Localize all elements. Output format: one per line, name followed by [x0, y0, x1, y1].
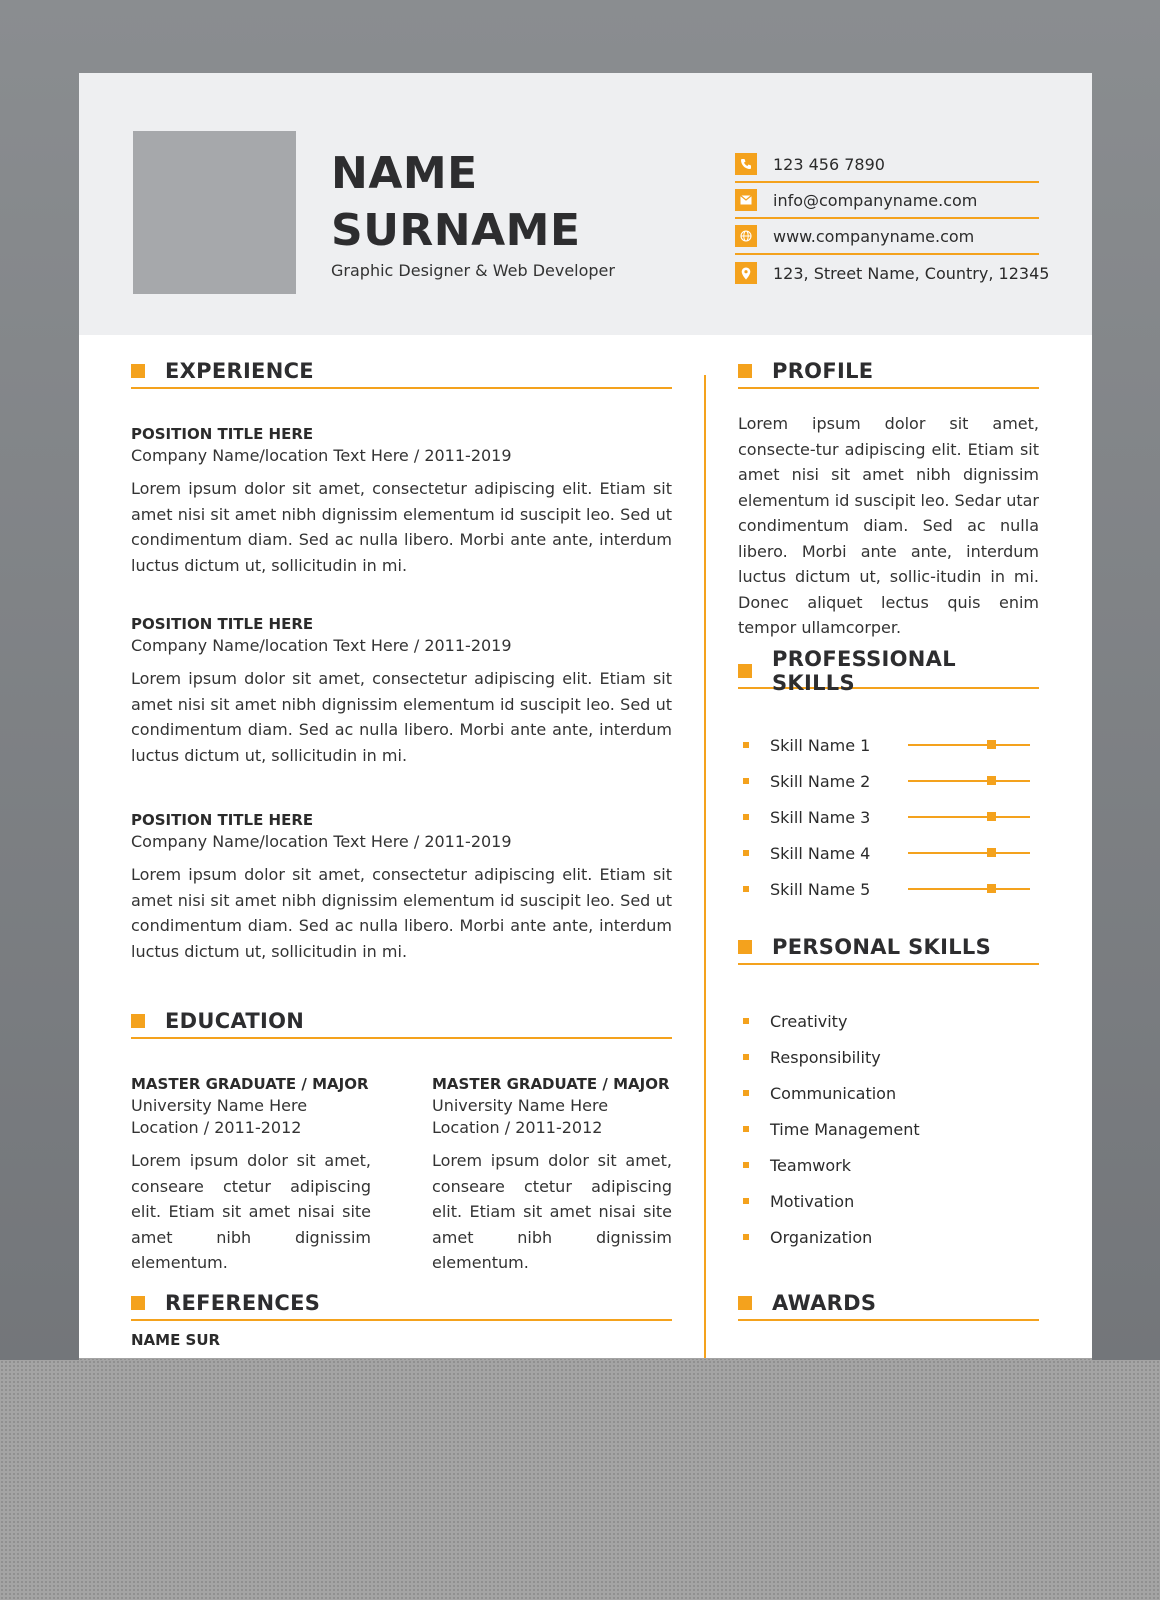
- bullet-icon: [743, 742, 749, 748]
- skill-item: [743, 733, 1039, 757]
- profile-photo-placeholder: [133, 131, 296, 294]
- email-address: info@companyname.com: [773, 190, 978, 210]
- education-title: EDUCATION: [165, 1009, 305, 1033]
- personal-skill-item: [743, 1225, 1039, 1249]
- bullet-icon: [743, 1090, 749, 1096]
- bullet-icon: [743, 850, 749, 856]
- education-description: Lorem ipsum dolor sit amet, conseare ctetur adipiscing elit. Etiam sit amet nisai site amet nibh dignissim elementum.: [131, 1151, 371, 1272]
- professional-skills-heading: [738, 647, 1039, 695]
- bullet-icon: [743, 1054, 749, 1060]
- personal-skill-item: [743, 1045, 1039, 1069]
- contact-address: [735, 255, 1050, 291]
- skill-level-bar: [908, 852, 1030, 854]
- experience-item: [131, 423, 672, 578]
- company-line: Company Name/location Text Here / 2011-2019: [131, 446, 512, 465]
- bullet-icon: [743, 1162, 749, 1168]
- personal-skill-item: [743, 1153, 1039, 1177]
- preview-cutoff-overlay: [0, 1360, 1160, 1600]
- contact-website: [735, 219, 1039, 255]
- skill-item: [743, 769, 1039, 793]
- profile-text: Lorem ipsum dolor sit amet, consecte-tur adipiscing elit. Etiam sit amet nisi sit amet nibh dignissim elementum id suscipit leo. Sedar utar condimentum diam. Sed ac nulla libero. Morbi ante ante, interdum luctus dictum ut, sollic-itudin in mi. Donec aliquet lectus quis enim tempor ullamcorper.: [738, 414, 1039, 637]
- phone-number: 123 456 7890: [773, 154, 885, 174]
- personal-skill-name: Organization: [770, 1227, 873, 1247]
- job-title: Graphic Designer & Web Developer: [331, 261, 615, 280]
- phone-icon: [735, 153, 757, 175]
- personal-skill-name: Creativity: [770, 1011, 848, 1031]
- education-heading: [131, 1005, 672, 1039]
- reference-name: NAME SUR: [131, 1331, 221, 1349]
- profile-title: PROFILE: [772, 359, 874, 383]
- skill-item: [743, 805, 1039, 829]
- experience-item: [131, 613, 672, 768]
- bullet-icon: [743, 1018, 749, 1024]
- contact-list: [735, 147, 1050, 291]
- website-url: www.companyname.com: [773, 226, 975, 246]
- first-name: NAME: [331, 148, 478, 199]
- contact-phone: [735, 147, 1039, 183]
- section-marker-icon: [738, 364, 752, 378]
- skill-item: [743, 841, 1039, 865]
- job-description: Lorem ipsum dolor sit amet, consectetur adipiscing elit. Etiam sit amet nisi sit amet nibh dignissim elementum id suscipit leo. Sed ut condimentum diam. Sed ac nulla libero. Morbi ante ante, interdum luctus dictum ut, sollicitudin in mi.: [131, 865, 672, 961]
- personal-skill-item: [743, 1009, 1039, 1033]
- position-title: POSITION TITLE HERE: [131, 615, 314, 633]
- section-marker-icon: [131, 1296, 145, 1310]
- bullet-icon: [743, 1126, 749, 1132]
- education-location: Location / 2011-2012: [131, 1118, 302, 1137]
- awards-title: AWARDS: [772, 1291, 877, 1315]
- skill-level-bar: [908, 780, 1030, 782]
- skill-level-marker: [987, 776, 996, 785]
- skill-level-bar: [908, 888, 1030, 890]
- skill-level-bar: [908, 744, 1030, 746]
- personal-skills-heading: [738, 931, 1039, 965]
- skill-level-marker: [987, 812, 996, 821]
- surname: SURNAME: [331, 205, 581, 256]
- skill-level-marker: [987, 848, 996, 857]
- profile-heading: [738, 355, 1039, 389]
- professional-skills-title: PROFESSIONAL SKILLS: [772, 647, 956, 695]
- degree-title: MASTER GRADUATE / MAJOR: [131, 1075, 369, 1093]
- skill-name: Skill Name 3: [770, 807, 871, 827]
- education-location: Location / 2011-2012: [432, 1118, 603, 1137]
- bullet-icon: [743, 886, 749, 892]
- experience-title: EXPERIENCE: [165, 359, 314, 383]
- job-description: Lorem ipsum dolor sit amet, consectetur adipiscing elit. Etiam sit amet nisi sit amet nibh dignissim elementum id suscipit leo. Sed ut condimentum diam. Sed ac nulla libero. Morbi ante ante, interdum luctus dictum ut, sollicitudin in mi.: [131, 479, 672, 575]
- personal-skill-name: Responsibility: [770, 1047, 881, 1067]
- section-marker-icon: [131, 1014, 145, 1028]
- references-title: REFERENCES: [165, 1291, 321, 1315]
- skill-level-bar: [908, 816, 1030, 818]
- column-divider: [704, 375, 706, 1373]
- education-item: [131, 1073, 371, 1276]
- resume-page: [79, 73, 1092, 1373]
- skill-item: [743, 877, 1039, 901]
- bullet-icon: [743, 1234, 749, 1240]
- section-marker-icon: [738, 664, 752, 678]
- bullet-icon: [743, 814, 749, 820]
- skill-name: Skill Name 1: [770, 735, 871, 755]
- company-line: Company Name/location Text Here / 2011-2019: [131, 832, 512, 851]
- experience-heading: [131, 355, 672, 389]
- degree-title: MASTER GRADUATE / MAJOR: [432, 1075, 670, 1093]
- personal-skill-name: Teamwork: [770, 1155, 852, 1175]
- full-name: [331, 145, 581, 259]
- email-icon: [735, 189, 757, 211]
- education-description: Lorem ipsum dolor sit amet, conseare ctetur adipiscing elit. Etiam sit amet nisai site amet nibh dignissim elementum.: [432, 1151, 672, 1272]
- contact-email: [735, 183, 1039, 219]
- university-name: University Name Here: [131, 1096, 308, 1115]
- awards-heading: [738, 1287, 1039, 1321]
- street-address: 123, Street Name, Country, 12345: [773, 263, 1050, 283]
- personal-skill-name: Motivation: [770, 1191, 855, 1211]
- personal-skill-name: Time Management: [770, 1119, 920, 1139]
- company-line: Company Name/location Text Here / 2011-2019: [131, 636, 512, 655]
- experience-item: [131, 809, 672, 964]
- skill-level-marker: [987, 740, 996, 749]
- personal-skill-item: [743, 1081, 1039, 1105]
- position-title: POSITION TITLE HERE: [131, 425, 314, 443]
- skill-name: Skill Name 2: [770, 771, 871, 791]
- education-item: [432, 1073, 672, 1276]
- position-title: POSITION TITLE HERE: [131, 811, 314, 829]
- job-description: Lorem ipsum dolor sit amet, consectetur adipiscing elit. Etiam sit amet nisi sit amet nibh dignissim elementum id suscipit leo. Sed ut condimentum diam. Sed ac nulla libero. Morbi ante ante, interdum luctus dictum ut, sollicitudin in mi.: [131, 669, 672, 765]
- skill-name: Skill Name 4: [770, 843, 871, 863]
- section-marker-icon: [738, 940, 752, 954]
- personal-skill-item: [743, 1189, 1039, 1213]
- bullet-icon: [743, 778, 749, 784]
- personal-skills-title: PERSONAL SKILLS: [772, 935, 992, 959]
- section-marker-icon: [131, 364, 145, 378]
- references-heading: [131, 1287, 672, 1321]
- location-icon: [735, 262, 757, 284]
- personal-skill-name: Communication: [770, 1083, 897, 1103]
- university-name: University Name Here: [432, 1096, 609, 1115]
- globe-icon: [735, 225, 757, 247]
- skill-level-marker: [987, 884, 996, 893]
- resume-header: [79, 73, 1092, 335]
- bullet-icon: [743, 1198, 749, 1204]
- section-marker-icon: [738, 1296, 752, 1310]
- personal-skill-item: [743, 1117, 1039, 1141]
- skill-name: Skill Name 5: [770, 879, 871, 899]
